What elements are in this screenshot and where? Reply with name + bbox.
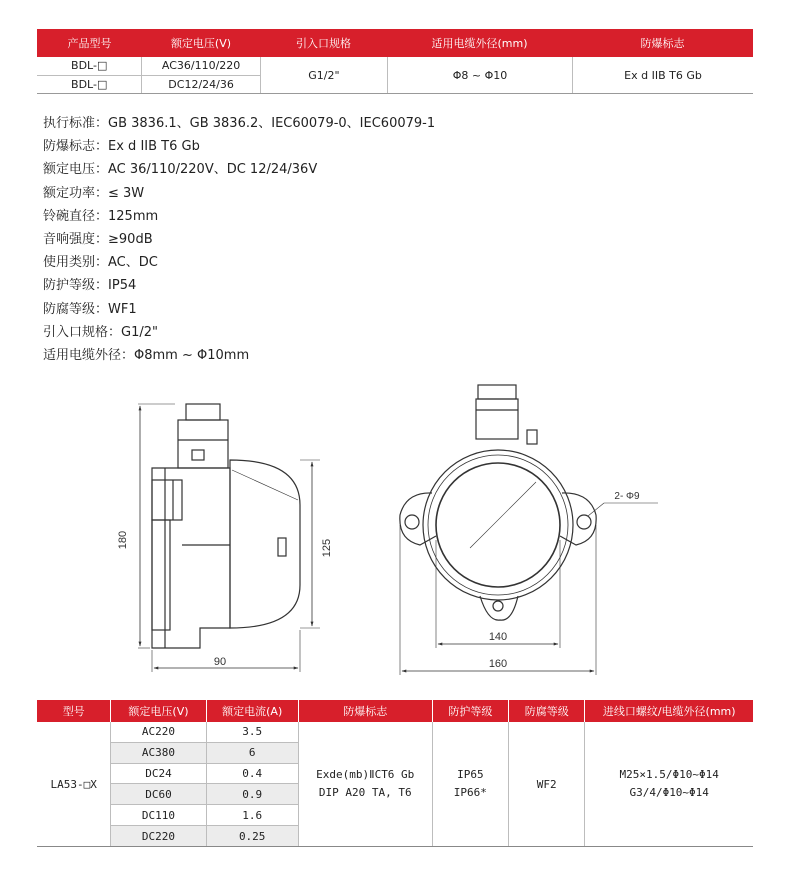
- cable-value: Φ8 ~ Φ10: [388, 57, 573, 93]
- hole-spec-label: 2- Φ9: [614, 491, 640, 502]
- anticorrosion-value: WF2: [509, 722, 585, 846]
- explosion-mark-cell: [299, 722, 433, 846]
- voltage-value: DC60: [111, 784, 205, 805]
- spec-value: WF1: [108, 301, 137, 317]
- spec-label: 音响强度：: [43, 231, 109, 247]
- header-inlet: 引入口规格: [296, 37, 351, 50]
- la53-spec-table-header: [37, 700, 753, 722]
- dimension-label: 180: [117, 530, 129, 550]
- spec-value: 125mm: [108, 208, 159, 224]
- spec-label: 防爆标志：: [43, 139, 109, 155]
- spec-label: 执行标准：: [43, 116, 109, 131]
- current-value: 1.6: [207, 805, 298, 826]
- current-column: [207, 722, 299, 846]
- header-model: 型号: [37, 700, 111, 722]
- spec-label: 防腐等级：: [43, 301, 109, 317]
- header-protection: 防护等级: [433, 700, 509, 722]
- model-value: LA53-□X: [37, 722, 111, 846]
- spec-value: IP54: [108, 278, 137, 294]
- la53-spec-table-body: [37, 722, 753, 847]
- dimension-label: 160: [488, 658, 508, 670]
- spec-label: 铃碗直径：: [43, 208, 109, 224]
- voltage-value: AC220: [111, 722, 205, 743]
- spec-value: AC 36/110/220V、DC 12/24/36V: [108, 162, 318, 178]
- header-voltage: 额定电压(V): [170, 37, 232, 50]
- header-mark: 防爆标志: [640, 37, 685, 50]
- spec-value: Φ8mm ~ Φ10mm: [134, 347, 250, 363]
- header-anticorrosion: 防腐等级: [509, 700, 585, 722]
- protection-line: IP66*: [453, 786, 487, 799]
- explosion-mark-line: DIP A20 TA, T6: [318, 786, 412, 799]
- current-value: 3.5: [207, 722, 298, 743]
- explosion-mark-line: Exde(mb)ⅡCT6 Gb: [316, 768, 415, 781]
- voltage-value: DC110: [111, 805, 205, 826]
- spec-label: 额定电压：: [43, 162, 109, 178]
- current-value: 6: [207, 743, 298, 764]
- model-value: BDL-□: [37, 57, 141, 76]
- current-value: 0.25: [207, 826, 298, 846]
- dimension-label: 140: [488, 631, 508, 643]
- la53-spec-table: [37, 700, 753, 847]
- header-current: 额定电流(A): [207, 700, 299, 722]
- spec-value: ≥90dB: [108, 231, 153, 247]
- thread-line: M25×1.5/Φ10~Φ14: [619, 768, 719, 781]
- model-value: BDL-□: [71, 77, 108, 91]
- spec-label: 使用类别：: [43, 255, 109, 271]
- mark-value: Ex d IIB T6 Gb: [624, 68, 702, 82]
- side-view-drawing: [138, 404, 320, 672]
- current-value: 0.4: [207, 764, 298, 785]
- voltage-column: [111, 722, 206, 846]
- front-view-drawing: [400, 385, 658, 675]
- protection-cell: [433, 722, 509, 846]
- current-value: 0.9: [207, 784, 298, 805]
- spec-label: 适用电缆外径：: [43, 347, 135, 363]
- spec-value: G1/2": [121, 324, 158, 340]
- spec-value: AC、DC: [108, 255, 158, 271]
- voltage-value: AC380: [111, 743, 205, 764]
- thread-line: G3/4/Φ10~Φ14: [629, 786, 709, 799]
- header-model: 产品型号: [67, 37, 112, 50]
- protection-line: IP65: [457, 768, 484, 781]
- voltage-value: DC12/24/36: [168, 77, 234, 91]
- voltage-value: DC24: [111, 764, 205, 785]
- voltage-value: AC36/110/220: [142, 57, 259, 76]
- voltage-value: DC220: [111, 826, 205, 846]
- spec-value: ≤ 3W: [108, 185, 145, 201]
- header-thread: 进线口螺纹/电缆外径(mm): [602, 705, 736, 718]
- spec-label: 额定功率：: [43, 185, 109, 201]
- dimension-label: 90: [213, 656, 227, 668]
- inlet-value: G1/2": [261, 57, 388, 93]
- header-cable: 适用电缆外径(mm): [431, 37, 528, 50]
- spec-label: 防护等级：: [43, 278, 109, 294]
- header-mark: 防爆标志: [299, 700, 433, 722]
- header-voltage: 额定电压(V): [111, 700, 206, 722]
- spec-value: Ex d IIB T6 Gb: [108, 139, 200, 155]
- spec-value: GB 3836.1、GB 3836.2、IEC60079-0、IEC60079-1: [108, 116, 436, 131]
- thread-cell: [585, 722, 753, 846]
- dimension-label: 125: [321, 538, 333, 558]
- spec-label: 引入口规格：: [43, 324, 122, 340]
